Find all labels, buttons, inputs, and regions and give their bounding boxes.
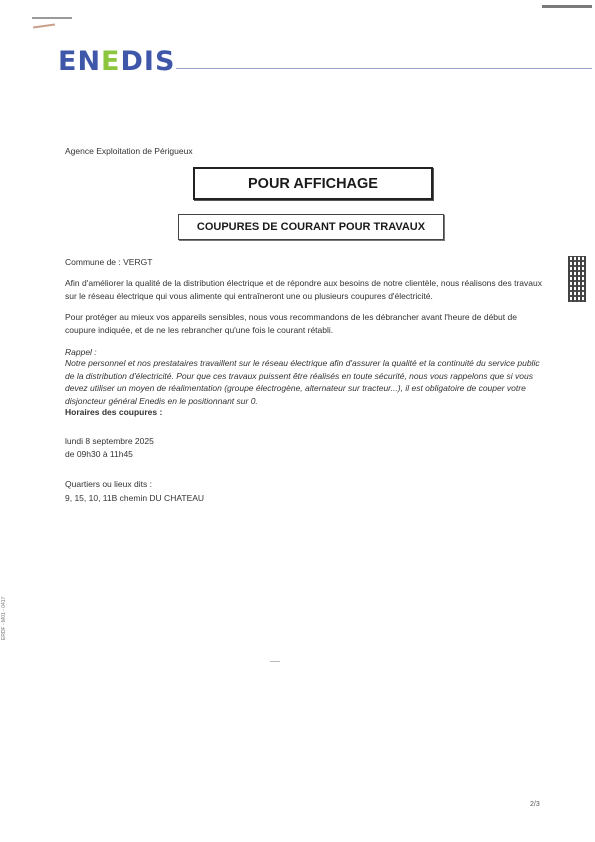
scan-mark <box>32 17 72 19</box>
schedule-date: lundi 8 septembre 2025 <box>65 436 154 446</box>
scan-mark <box>33 23 55 28</box>
reminder-heading: Rappel : <box>65 347 97 357</box>
title-box: POUR AFFICHAGE <box>193 167 433 200</box>
area-value: 9, 15, 10, 11B chemin DU CHATEAU <box>65 493 205 503</box>
intro-paragraph: Afin d'améliorer la qualité de la distribution électrique et de répondre aux besoins de notre clientèle, nous réalisons des travaux sur le réseau électrique qui vous alimente qui entraîneront une ou plusieurs coupures d'électricité. <box>65 278 542 301</box>
page-number: 2/3 <box>530 801 540 808</box>
qr-code-icon <box>568 256 586 302</box>
agency-name: Agence Exploitation de Périgueux <box>65 146 193 156</box>
reminder-body: Notre personnel et nos prestataires travaillent sur le réseau électrique afin d'assurer la qualité et la continuité du service public de la distribution d'électricité. Pour que ces travaux puissent être réalisés en toute sécurité, nous vous rappelons que si vous devez utiliser un moyen de réalimentation (groupe électrogène, alternateur sur tracteur...), il est obligatoire de couper votre disjoncteur général Enedis en le positionnant sur 0. <box>65 358 540 406</box>
subtitle-box: COUPURES DE COURANT POUR TRAVAUX <box>178 214 444 240</box>
area-heading: Quartiers ou lieux dits : <box>65 479 152 489</box>
schedule-time: de 09h30 à 11h45 <box>65 449 133 459</box>
advice-paragraph: Pour protéger au mieux vos appareils sensibles, nous vous recommandons de les débrancher avant l'heure de début de coupure indiquée, et de ne les rebrancher qu'une fois le courant rétabli. <box>65 312 517 335</box>
commune: Commune de : VERGT <box>65 257 153 267</box>
header-rule <box>176 68 592 69</box>
schedule-heading: Horaires des coupures : <box>65 407 163 417</box>
scan-mark <box>542 5 592 8</box>
enedis-logo: ENEDIS <box>58 46 176 77</box>
margin-reference: ERDF - M01 - 0417 <box>1 596 7 640</box>
scan-speck <box>270 661 280 662</box>
